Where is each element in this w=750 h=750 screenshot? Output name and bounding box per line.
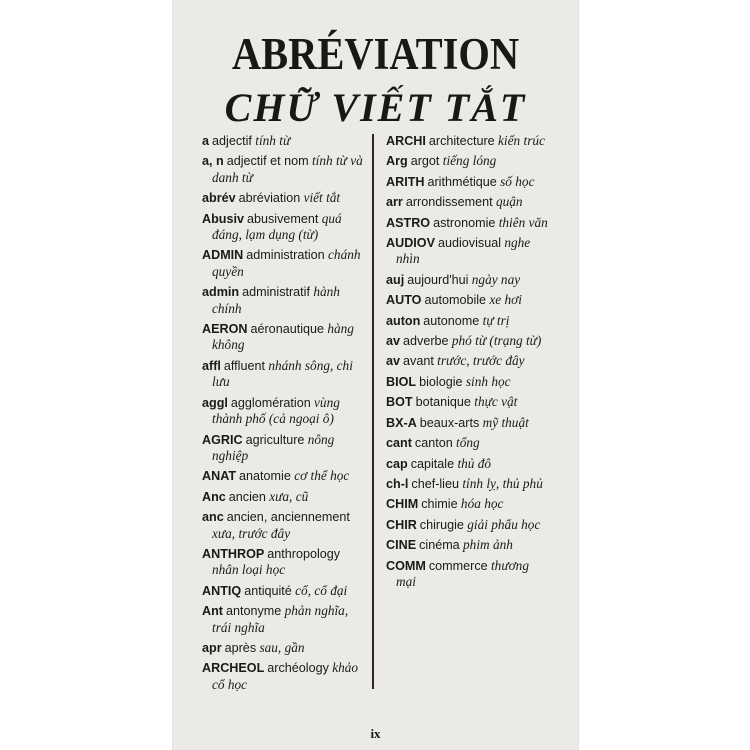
abbreviation-entry xyxy=(202,583,369,599)
abbreviation-list-right xyxy=(386,133,552,594)
entry-french-term: autonome xyxy=(423,313,480,328)
entry-abbreviation: BX-A xyxy=(386,415,417,430)
entry-abbreviation: Anc xyxy=(202,489,226,504)
entry-french-term: beaux-arts xyxy=(419,415,480,430)
abbreviation-entry xyxy=(202,509,369,542)
abbreviation-entry xyxy=(202,432,369,465)
entry-vietnamese-meaning: thương mại xyxy=(396,557,529,589)
entry-vietnamese-meaning: phim ảnh xyxy=(463,537,513,553)
entry-french-term: chef-lieu xyxy=(411,476,459,491)
entry-french-term: biologie xyxy=(419,374,463,389)
entry-abbreviation: ARCHI xyxy=(386,134,426,148)
entry-abbreviation: abrév xyxy=(202,191,236,206)
entry-abbreviation: AUTO xyxy=(386,293,422,308)
entry-vietnamese-meaning: tự trị xyxy=(482,312,510,328)
abbreviation-entry xyxy=(202,247,369,280)
entry-french-term: botanique xyxy=(415,395,471,410)
entry-vietnamese-meaning: hàng không xyxy=(212,321,354,353)
entry-abbreviation: affl xyxy=(202,358,221,373)
entry-vietnamese-meaning: sinh học xyxy=(465,373,511,389)
abbreviation-entry xyxy=(202,395,369,428)
entry-french-term: ancien, anciennement xyxy=(226,510,350,525)
entry-abbreviation: a xyxy=(202,134,210,148)
abbreviation-list-left xyxy=(202,133,369,697)
abbreviation-entry xyxy=(386,517,552,533)
entry-french-term: abréviation xyxy=(238,191,301,206)
entry-abbreviation: AERON xyxy=(202,322,248,337)
entry-abbreviation: cant xyxy=(386,436,412,451)
entry-vietnamese-meaning: cơ thể học xyxy=(294,468,350,484)
entry-abbreviation: ANAT xyxy=(202,469,237,484)
entry-vietnamese-meaning: chánh quyền xyxy=(212,247,361,279)
entry-vietnamese-meaning: tỉnh lỵ, thủ phủ xyxy=(462,475,543,491)
entry-abbreviation: ARITH xyxy=(386,174,425,189)
abbreviation-entry xyxy=(386,313,552,329)
entry-vietnamese-meaning: quận xyxy=(495,194,523,210)
entry-french-term: affluent xyxy=(223,358,265,373)
abbreviation-entry xyxy=(202,153,369,186)
entry-french-term: antiquité xyxy=(244,583,292,598)
entry-french-term: astronomie xyxy=(433,215,496,230)
entry-french-term: avant xyxy=(403,354,434,369)
entry-vietnamese-meaning: viết tắt xyxy=(303,190,341,206)
entry-abbreviation: admin xyxy=(202,285,240,300)
entry-vietnamese-meaning: thủ đô xyxy=(457,455,492,471)
abbreviation-entry xyxy=(202,321,369,354)
entry-french-term: cinéma xyxy=(419,538,460,553)
abbreviation-entry xyxy=(202,284,369,317)
entry-french-term: abusivement xyxy=(247,211,319,226)
entry-french-term: aujourd'hui xyxy=(407,272,469,287)
entry-french-term: canton xyxy=(414,436,453,451)
entry-vietnamese-meaning: nghe nhìn xyxy=(396,235,531,267)
abbreviation-entry xyxy=(386,153,552,169)
abbreviation-entry xyxy=(386,333,552,349)
entry-vietnamese-meaning: tính từ và danh từ xyxy=(212,153,363,185)
abbreviation-entry xyxy=(386,133,552,149)
abbreviation-entry xyxy=(202,358,369,391)
abbreviation-entry xyxy=(202,190,369,206)
abbreviation-entry xyxy=(386,456,552,472)
entry-abbreviation: a, n xyxy=(202,154,224,169)
entry-abbreviation: CHIM xyxy=(386,497,419,512)
abbreviation-entry xyxy=(386,558,552,591)
entry-vietnamese-meaning: tổng xyxy=(456,435,480,451)
entry-french-term: archéology xyxy=(267,661,329,676)
entry-french-term: commerce xyxy=(428,558,488,573)
entry-french-term: anthropology xyxy=(267,546,341,561)
entry-abbreviation: auj xyxy=(386,272,405,287)
entry-french-term: arrondissement xyxy=(405,195,493,210)
abbreviation-entry xyxy=(386,496,552,512)
page-subtitle: CHỮ VIẾT TẮT xyxy=(224,85,527,130)
entry-french-term: administration xyxy=(246,248,325,263)
entry-vietnamese-meaning: tính từ xyxy=(255,133,291,148)
entry-vietnamese-meaning: xưa, trước đây xyxy=(212,525,291,541)
entry-abbreviation: ANTIQ xyxy=(202,583,242,598)
entry-french-term: agriculture xyxy=(245,432,305,447)
entry-vietnamese-meaning: hóa học xyxy=(460,496,504,512)
entry-vietnamese-meaning: nhân loại học xyxy=(212,562,286,578)
entry-vietnamese-meaning: vùng thành phố (cả ngoại ô) xyxy=(212,394,340,427)
entry-vietnamese-meaning: thực vật xyxy=(474,394,518,410)
entry-french-term: audiovisual xyxy=(437,236,501,251)
abbreviation-entry xyxy=(386,292,552,308)
entry-abbreviation: av xyxy=(386,354,401,369)
entry-vietnamese-meaning: phó từ (trạng từ) xyxy=(451,333,542,349)
abbreviation-entry xyxy=(202,603,369,636)
entry-french-term: argot xyxy=(410,154,440,169)
abbreviation-entry xyxy=(386,272,552,288)
entry-french-term: chirugie xyxy=(419,517,464,532)
entry-french-term: capitale xyxy=(410,456,455,471)
entry-abbreviation: auton xyxy=(386,313,421,328)
entry-vietnamese-meaning: giải phẩu học xyxy=(467,516,541,532)
entry-abbreviation: BOT xyxy=(386,395,413,410)
entry-french-term: anatomie xyxy=(239,469,291,484)
entry-french-term: adverbe xyxy=(403,334,449,349)
abbreviation-entry xyxy=(386,415,552,431)
abbreviation-entry xyxy=(386,174,552,190)
entry-french-term: automobile xyxy=(424,293,487,308)
abbreviation-entry xyxy=(202,489,369,505)
entry-abbreviation: Abusiv xyxy=(202,211,244,226)
entry-vietnamese-meaning: hành chính xyxy=(212,284,340,316)
entry-abbreviation: ASTRO xyxy=(386,215,431,230)
entry-vietnamese-meaning: xưa, cũ xyxy=(269,488,309,504)
entry-abbreviation: COMM xyxy=(386,558,426,573)
entry-abbreviation: arr xyxy=(386,195,403,210)
entry-vietnamese-meaning: trước, trước đây xyxy=(437,353,525,369)
entry-vietnamese-meaning: nhánh sông, chi lưu xyxy=(212,357,353,390)
entry-abbreviation: ch-l xyxy=(386,476,409,491)
entry-abbreviation: aggl xyxy=(202,395,228,410)
entry-abbreviation: AGRIC xyxy=(202,432,243,447)
abbreviation-entry xyxy=(386,194,552,210)
abbreviation-entry xyxy=(386,537,552,553)
column-divider xyxy=(372,134,374,689)
entry-vietnamese-meaning: mỹ thuật xyxy=(482,414,529,430)
abbreviation-entry xyxy=(202,660,369,693)
entry-abbreviation: Ant xyxy=(202,604,223,619)
entry-abbreviation: cap xyxy=(386,456,408,471)
entry-abbreviation: BIOL xyxy=(386,374,417,389)
entry-abbreviation: apr xyxy=(202,640,222,655)
abbreviation-entry xyxy=(202,546,369,579)
entry-abbreviation: CINE xyxy=(386,538,417,553)
entry-abbreviation: AUDIOV xyxy=(386,236,435,251)
entry-french-term: administratif xyxy=(242,285,310,300)
abbreviation-entry xyxy=(202,468,369,484)
entry-abbreviation: CHIR xyxy=(386,517,417,532)
entry-vietnamese-meaning: quá đáng, lạm dụng (từ) xyxy=(212,210,342,243)
entry-abbreviation: ARCHEOL xyxy=(202,661,265,676)
entry-vietnamese-meaning: thiên văn xyxy=(498,214,548,230)
entry-french-term: chimie xyxy=(421,497,458,512)
entry-french-term: architecture xyxy=(428,134,495,148)
entry-abbreviation: Arg xyxy=(386,154,408,169)
entry-french-term: après xyxy=(224,640,257,655)
entry-vietnamese-meaning: xe hơi xyxy=(489,292,522,308)
entry-vietnamese-meaning: kiến trúc xyxy=(498,133,545,148)
entry-vietnamese-meaning: phản nghĩa, trái nghĩa xyxy=(212,603,349,635)
entry-vietnamese-meaning: khảo cổ học xyxy=(212,660,359,692)
abbreviation-entry xyxy=(386,353,552,369)
entry-french-term: antonyme xyxy=(225,604,282,619)
entry-abbreviation: av xyxy=(386,334,401,349)
abbreviation-entry xyxy=(202,133,369,149)
abbreviation-entry xyxy=(386,215,552,231)
entry-vietnamese-meaning: tiếng lóng xyxy=(442,153,497,169)
entry-french-term: adjectif et nom xyxy=(226,154,309,169)
entry-abbreviation: ADMIN xyxy=(202,248,244,263)
entry-french-term: aéronautique xyxy=(250,322,325,337)
abbreviation-entry xyxy=(386,235,552,268)
entry-abbreviation: anc xyxy=(202,510,224,525)
dictionary-page xyxy=(173,0,578,750)
entry-vietnamese-meaning: nông nghiệp xyxy=(212,431,335,463)
abbreviation-entry xyxy=(202,640,369,656)
page-number: ix xyxy=(370,726,381,741)
abbreviation-entry xyxy=(386,374,552,390)
entry-vietnamese-meaning: số học xyxy=(500,173,535,189)
entry-vietnamese-meaning: sau, gần xyxy=(259,639,305,655)
page-title: ABRÉVIATION xyxy=(231,29,520,79)
entry-french-term: adjectif xyxy=(212,134,252,148)
entry-abbreviation: ANTHROP xyxy=(202,546,265,561)
entry-french-term: agglomération xyxy=(230,395,311,410)
entry-vietnamese-meaning: ngày nay xyxy=(471,271,521,287)
abbreviation-entry xyxy=(202,211,369,244)
entry-french-term: ancien xyxy=(228,489,266,504)
entry-french-term: arithmétique xyxy=(427,174,497,189)
abbreviation-entry xyxy=(386,394,552,410)
entry-vietnamese-meaning: cổ, cổ đại xyxy=(295,582,348,598)
abbreviation-entry xyxy=(386,476,552,492)
abbreviation-entry xyxy=(386,435,552,451)
